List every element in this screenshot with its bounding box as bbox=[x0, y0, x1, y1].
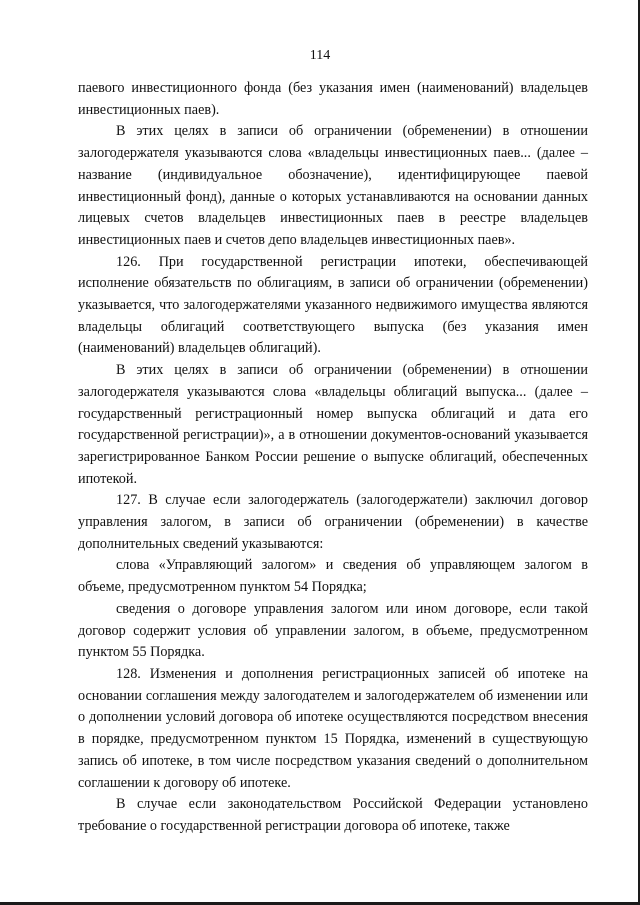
paragraph: паевого инвестиционного фонда (без указания имен (наименований) владельцев инвестиционных паев). bbox=[78, 80, 588, 118]
paragraph: слова «Управляющий залогом» и сведения об управляющем залогом в объеме, предусмотренном пунктом 54 Порядка; bbox=[78, 557, 588, 596]
paragraph: сведения о договоре управления залогом или ином договоре, если такой договор содержит условия об управлении залогом, в объеме, предусмотренном пунктом 55 Порядка. bbox=[78, 600, 588, 661]
paragraph: В случае если законодательством Российской Федерации установлено требование о государственной регистрации договора об ипотеке, также bbox=[78, 796, 588, 834]
page-number: 114 bbox=[309, 48, 331, 63]
paragraph-item-127: 127. В случае если залогодержатель (залогодержатели) заключил договор управления залогом, в записи об ограничении (обременении) в качестве дополнительных сведений указываются: bbox=[78, 492, 588, 552]
paragraph: В этих целях в записи об ограничении (обременении) в отношении залогодержателя указываются слова «владельцы облигаций выпуска... (далее – государственный регистрационный номер выпуска облигаций и дата его государственной регистрации)», а в отношении документов-оснований указывается зарегистрированное Банком России решение о выпуске облигаций, обеспеченных ипотекой. bbox=[78, 362, 588, 487]
paragraph-item-126: 126. При государственной регистрации ипотеки, обеспечивающей исполнение обязательств по облигациям, в записи об ограничении (обременении) указывается, что залогодержателями указанного недвижимого имущества являются владельцы облигаций соответствующего выпуска (без указания имен (наименований) владельцев облигаций). bbox=[78, 253, 588, 357]
document-body bbox=[78, 78, 588, 838]
paragraph: В этих целях в записи об ограничении (обременении) в отношении залогодержателя указываются слова «владельцы инвестиционных паев... (далее – название (индивидуальное обозначение), идентифицирующее паевой инвестиционный фонд), данные о которых устанавливаются на основании данных лицевых счетов владельцев инвестиционных паев в реестре владельцев инвестиционных паев и счетов депо владельцев инвестиционных паев». bbox=[78, 123, 588, 248]
paragraph-item-128: 128. Изменения и дополнения регистрационных записей об ипотеке на основании соглашения между залогодателем и залогодержателем об изменении или о дополнении условий договора об ипотеке осуществляются посредством внесения в порядке, предусмотренном пунктом 15 Порядка, изменений в существующую запись об ипотеке, в том числе посредством указания сведений о дополнительном соглашении к договору об ипотеке. bbox=[78, 665, 588, 791]
